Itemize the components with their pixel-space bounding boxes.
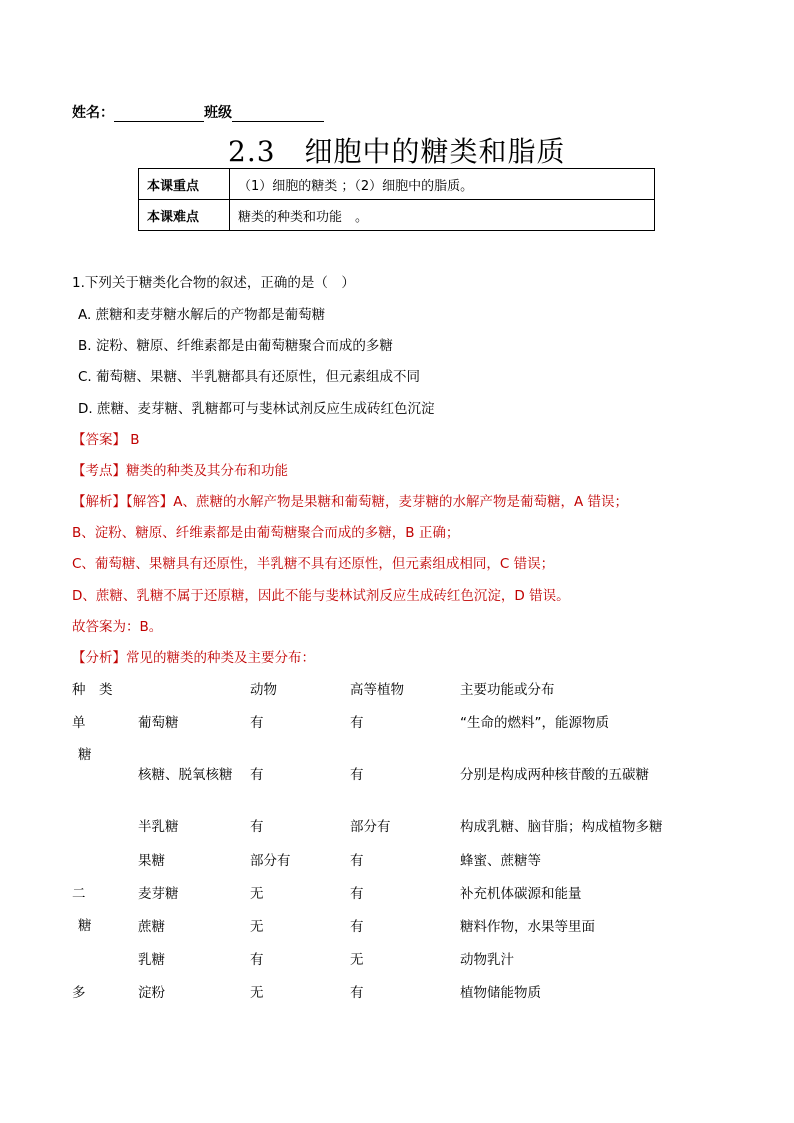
- col-header-function: 主要功能或分布: [460, 682, 555, 698]
- plant-cell: 有: [350, 715, 364, 731]
- analysis-line-c: C、葡萄糖、果糖具有还原性，半乳糖不具有还原性，但元素组成相同，C 错误；: [72, 556, 555, 572]
- class-label: 班级: [204, 105, 232, 121]
- option-a: A. 蔗糖和麦芽糖水解后的产物都是葡萄糖: [78, 307, 326, 323]
- fenxi-text: 常见的糖类的种类及主要分布：: [126, 650, 315, 666]
- option-c: C. 葡萄糖、果糖、半乳糖都具有还原性，但元素组成不同: [78, 369, 421, 385]
- difficulty-row: [139, 200, 655, 231]
- answer-line: [72, 428, 140, 448]
- function-cell: 补充机体碳源和能量: [460, 886, 582, 902]
- animal-cell: 有: [250, 819, 264, 835]
- analysis-text-a: A、蔗糖的水解产物是果糖和葡萄糖，麦芽糖的水解产物是葡萄糖，A 错误；: [173, 494, 629, 510]
- function-cell: 构成乳糖、脑苷脂；构成植物多糖: [460, 819, 663, 835]
- knowledge-point-line: [72, 459, 288, 479]
- answer-tag: 【答案】: [72, 432, 126, 448]
- plant-cell: 部分有: [350, 819, 391, 835]
- animal-cell: 无: [250, 919, 264, 935]
- plant-cell: 有: [350, 853, 364, 869]
- plant-cell: 有: [350, 985, 364, 1001]
- analysis-line-a: [72, 490, 628, 510]
- category-cell: 糖: [78, 918, 92, 934]
- page-title: 2.3 细胞中的糖类和脂质: [228, 135, 566, 168]
- category-cell: 糖: [78, 747, 92, 763]
- animal-cell: 部分有: [250, 853, 291, 869]
- plant-cell: 有: [350, 886, 364, 902]
- focus-content: （1）细胞的糖类 ；（2）细胞中的脂质。: [230, 169, 655, 200]
- difficulty-label: 本课难点: [139, 200, 230, 231]
- sugar-name-cell: 淀粉: [138, 985, 165, 1001]
- difficulty-content: 糖类的种类和功能 。: [230, 200, 655, 231]
- function-cell: “生命的燃料”，能源物质: [460, 715, 609, 731]
- function-cell: 糖料作物，水果等里面: [460, 919, 595, 935]
- question-stem: 1.下列关于糖类化合物的叙述，正确的是（ ）: [72, 275, 355, 291]
- fenxi-tag: 【分析】: [72, 650, 126, 666]
- lesson-focus-table: [138, 168, 655, 231]
- animal-cell: 无: [250, 886, 264, 902]
- plant-cell: 有: [350, 919, 364, 935]
- animal-cell: 有: [250, 715, 264, 731]
- point-tag: 【考点】: [72, 463, 126, 479]
- plant-cell: 无: [350, 952, 364, 968]
- answer-value: B: [130, 432, 140, 448]
- function-cell: 植物储能物质: [460, 985, 541, 1001]
- focus-row: [139, 169, 655, 200]
- category-cell: 二: [72, 886, 86, 902]
- function-cell: 动物乳汁: [460, 952, 514, 968]
- option-d: D. 蔗糖、麦芽糖、乳糖都可与斐林试剂反应生成砖红色沉淀: [78, 401, 435, 417]
- student-info-line: [72, 102, 324, 122]
- sugar-name-cell: 蔗糖: [138, 919, 165, 935]
- focus-label: 本课重点: [139, 169, 230, 200]
- point-text: 糖类的种类及其分布和功能: [126, 463, 288, 479]
- animal-cell: 有: [250, 952, 264, 968]
- class-blank: [232, 105, 324, 122]
- sugar-name-cell: 乳糖: [138, 952, 165, 968]
- animal-cell: 无: [250, 985, 264, 1001]
- col-header-plant: 高等植物: [350, 682, 404, 698]
- function-cell: 蜂蜜、蔗糖等: [460, 853, 541, 869]
- category-cell: 单: [72, 715, 86, 731]
- analysis-line-b: B、淀粉、糖原、纤维素都是由葡萄糖聚合而成的多糖，B 正确；: [72, 525, 460, 541]
- analysis-tag: 【解析】【解答】: [72, 494, 174, 510]
- sugar-name-cell: 果糖: [138, 853, 165, 869]
- col-header-animal: 动物: [250, 682, 277, 698]
- function-cell: 分别是构成两种核苷酸的五碳糖: [460, 767, 649, 783]
- conclusion-line: 故答案为：B。: [72, 619, 163, 635]
- sugar-name-cell: 半乳糖: [138, 819, 179, 835]
- category-cell: 多: [72, 985, 86, 1001]
- analysis-line-d: D、蔗糖、乳糖不属于还原糖，因此不能与斐林试剂反应生成砖红色沉淀，D 错误。: [72, 588, 570, 604]
- sugar-name-cell: 麦芽糖: [138, 886, 179, 902]
- sugar-name-cell: 核糖、脱氧核糖: [138, 767, 233, 783]
- fenxi-line: [72, 646, 315, 666]
- sugar-name-cell: 葡萄糖: [138, 715, 179, 731]
- name-blank: [114, 105, 204, 122]
- animal-cell: 有: [250, 767, 264, 783]
- name-label: 姓名：: [72, 105, 114, 121]
- col-header-type: 种 类: [72, 682, 113, 698]
- plant-cell: 有: [350, 767, 364, 783]
- option-b: B. 淀粉、糖原、纤维素都是由葡萄糖聚合而成的多糖: [78, 338, 393, 354]
